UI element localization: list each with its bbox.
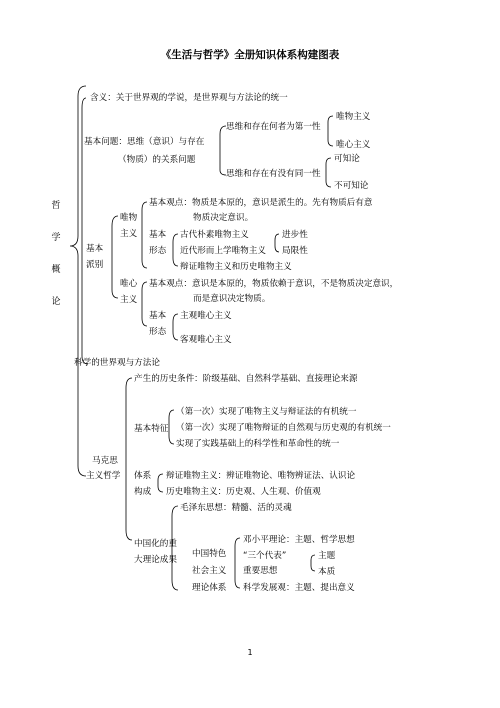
evaluation-limitations: 局限性 (282, 246, 308, 256)
form-ancient-materialism: 古代朴素唯物主义 (180, 230, 249, 240)
bracket-aspect1 (328, 116, 333, 146)
bracket-aspect2 (326, 158, 331, 187)
scientific-worldview: 科学的世界观与方法论 (74, 358, 160, 368)
idealism-view-1: 基本观点：意识是本原的，物质依赖于意识，不是物质决定意识， (149, 279, 399, 289)
marxism-label-2: 主义哲学 (86, 471, 121, 481)
page-number: 1 (247, 648, 253, 657)
aspect-identity: 思维和存在有没有同一性 (226, 169, 321, 179)
materialism-label-2: 主义 (120, 229, 138, 239)
feature-1: （第一次）实现了唯物主义与辩证法的有机统一 (176, 407, 357, 417)
knowable-item: 可知论 (334, 154, 360, 164)
basic-question-label-1: 基本问题：思维（意识）与存在 (84, 137, 205, 147)
root-char-2: 学 (51, 233, 61, 243)
mao-thought: 毛泽东思想：精髓、活的灵魂 (180, 503, 292, 513)
materialism-forms-label-2: 形态 (149, 246, 167, 256)
idealism-forms-label-1: 基本 (149, 311, 167, 321)
form-objective-idealism: 客观唯心主义 (180, 335, 232, 345)
bracket-features (169, 410, 174, 444)
materialism-view-1: 基本观点：物质是本原的，意识是派生的。先有物质后有意 (149, 198, 373, 208)
idealism-forms-label-2: 形态 (149, 327, 167, 337)
bracket-socialist (235, 538, 240, 588)
system-label-1: 体系 (134, 471, 152, 481)
document-title: 《生活与哲学》全册知识体系构建图表 (160, 49, 340, 61)
system-historical: 历史唯物主义：历史观、人生观、价值观 (166, 487, 321, 497)
sinicization-label-1: 中国化的重 (134, 539, 177, 549)
materialism-forms-label-1: 基本 (149, 230, 167, 240)
materialism-label-1: 唯物 (120, 213, 138, 223)
materialism-item: 唯物主义 (336, 112, 371, 122)
definition-text: 含义：关于世界观的学说，是世界观与方法论的统一 (90, 93, 288, 103)
features-label: 基本特征 (134, 424, 169, 434)
bracket-idealism-forms (173, 314, 178, 340)
basic-question-label-2: （物质）的关系问题 (118, 155, 196, 165)
bracket-three-represents (311, 555, 315, 571)
feature-2: （第一次）实现了唯物辩证的自然观与历史观的有机统一 (176, 423, 391, 433)
evaluation-progressive: 进步性 (282, 230, 308, 240)
root-char-1: 哲 (51, 201, 61, 211)
historical-conditions: 产生的历史条件：阶级基础、自然科学基础、直接理论来源 (134, 374, 358, 384)
socialist-label-2: 社会主义 (192, 566, 227, 576)
idealism-view-2: 而是意识决定物质。 (193, 294, 271, 304)
bracket-materialism-forms (173, 234, 178, 266)
root-char-3: 概 (51, 265, 61, 275)
bracket-idealism (142, 282, 147, 326)
idealism-item: 唯心主义 (336, 140, 371, 150)
bracket-evaluation (275, 234, 279, 252)
form-subjective-idealism: 主观唯心主义 (180, 311, 232, 321)
system-label-2: 构成 (134, 487, 152, 497)
idealism-label-1: 唯心 (120, 279, 138, 289)
bracket-system (158, 474, 163, 492)
bracket-schools (112, 216, 118, 298)
form-modern-metaphysical: 近代形而上学唯物主义 (180, 246, 266, 256)
socialist-label-3: 理论体系 (192, 583, 227, 593)
three-item-theme: 主题 (318, 551, 336, 561)
three-represents-1: “三个代表” (243, 551, 287, 561)
feature-3: 实现了实践基础上的科学性和革命性的统一 (176, 439, 340, 449)
marxism-label-1: 马克思 (92, 456, 118, 466)
idealism-label-2: 主义 (120, 295, 138, 305)
schools-label-1: 基本 (86, 244, 104, 254)
form-dialectical-historical: 辩证唯物主义和历史唯物主义 (180, 262, 292, 272)
materialism-view-2: 物质决定意识。 (193, 213, 254, 223)
sinicization-label-2: 大理论成果 (134, 555, 177, 565)
schools-label-2: 派别 (86, 260, 104, 270)
system-dialectical: 辩证唯物主义：辨证唯物论、唯物辨证法、认识论 (166, 471, 356, 481)
three-item-essence: 本质 (318, 567, 336, 577)
deng-theory: 邓小平理论：主题、哲学思想 (243, 535, 355, 545)
unknowable-item: 不可知论 (334, 181, 369, 191)
bracket-materialism (142, 202, 147, 268)
aspect-first-nature: 思维和存在何者为第一性 (226, 122, 321, 132)
root-char-4: 论 (51, 297, 61, 307)
scientific-development: 科学发展观：主题、提出意义 (243, 583, 355, 593)
bracket-marxism (126, 378, 132, 540)
three-represents-2: 重要思想 (243, 566, 278, 576)
socialist-label-1: 中国特色 (192, 549, 227, 559)
